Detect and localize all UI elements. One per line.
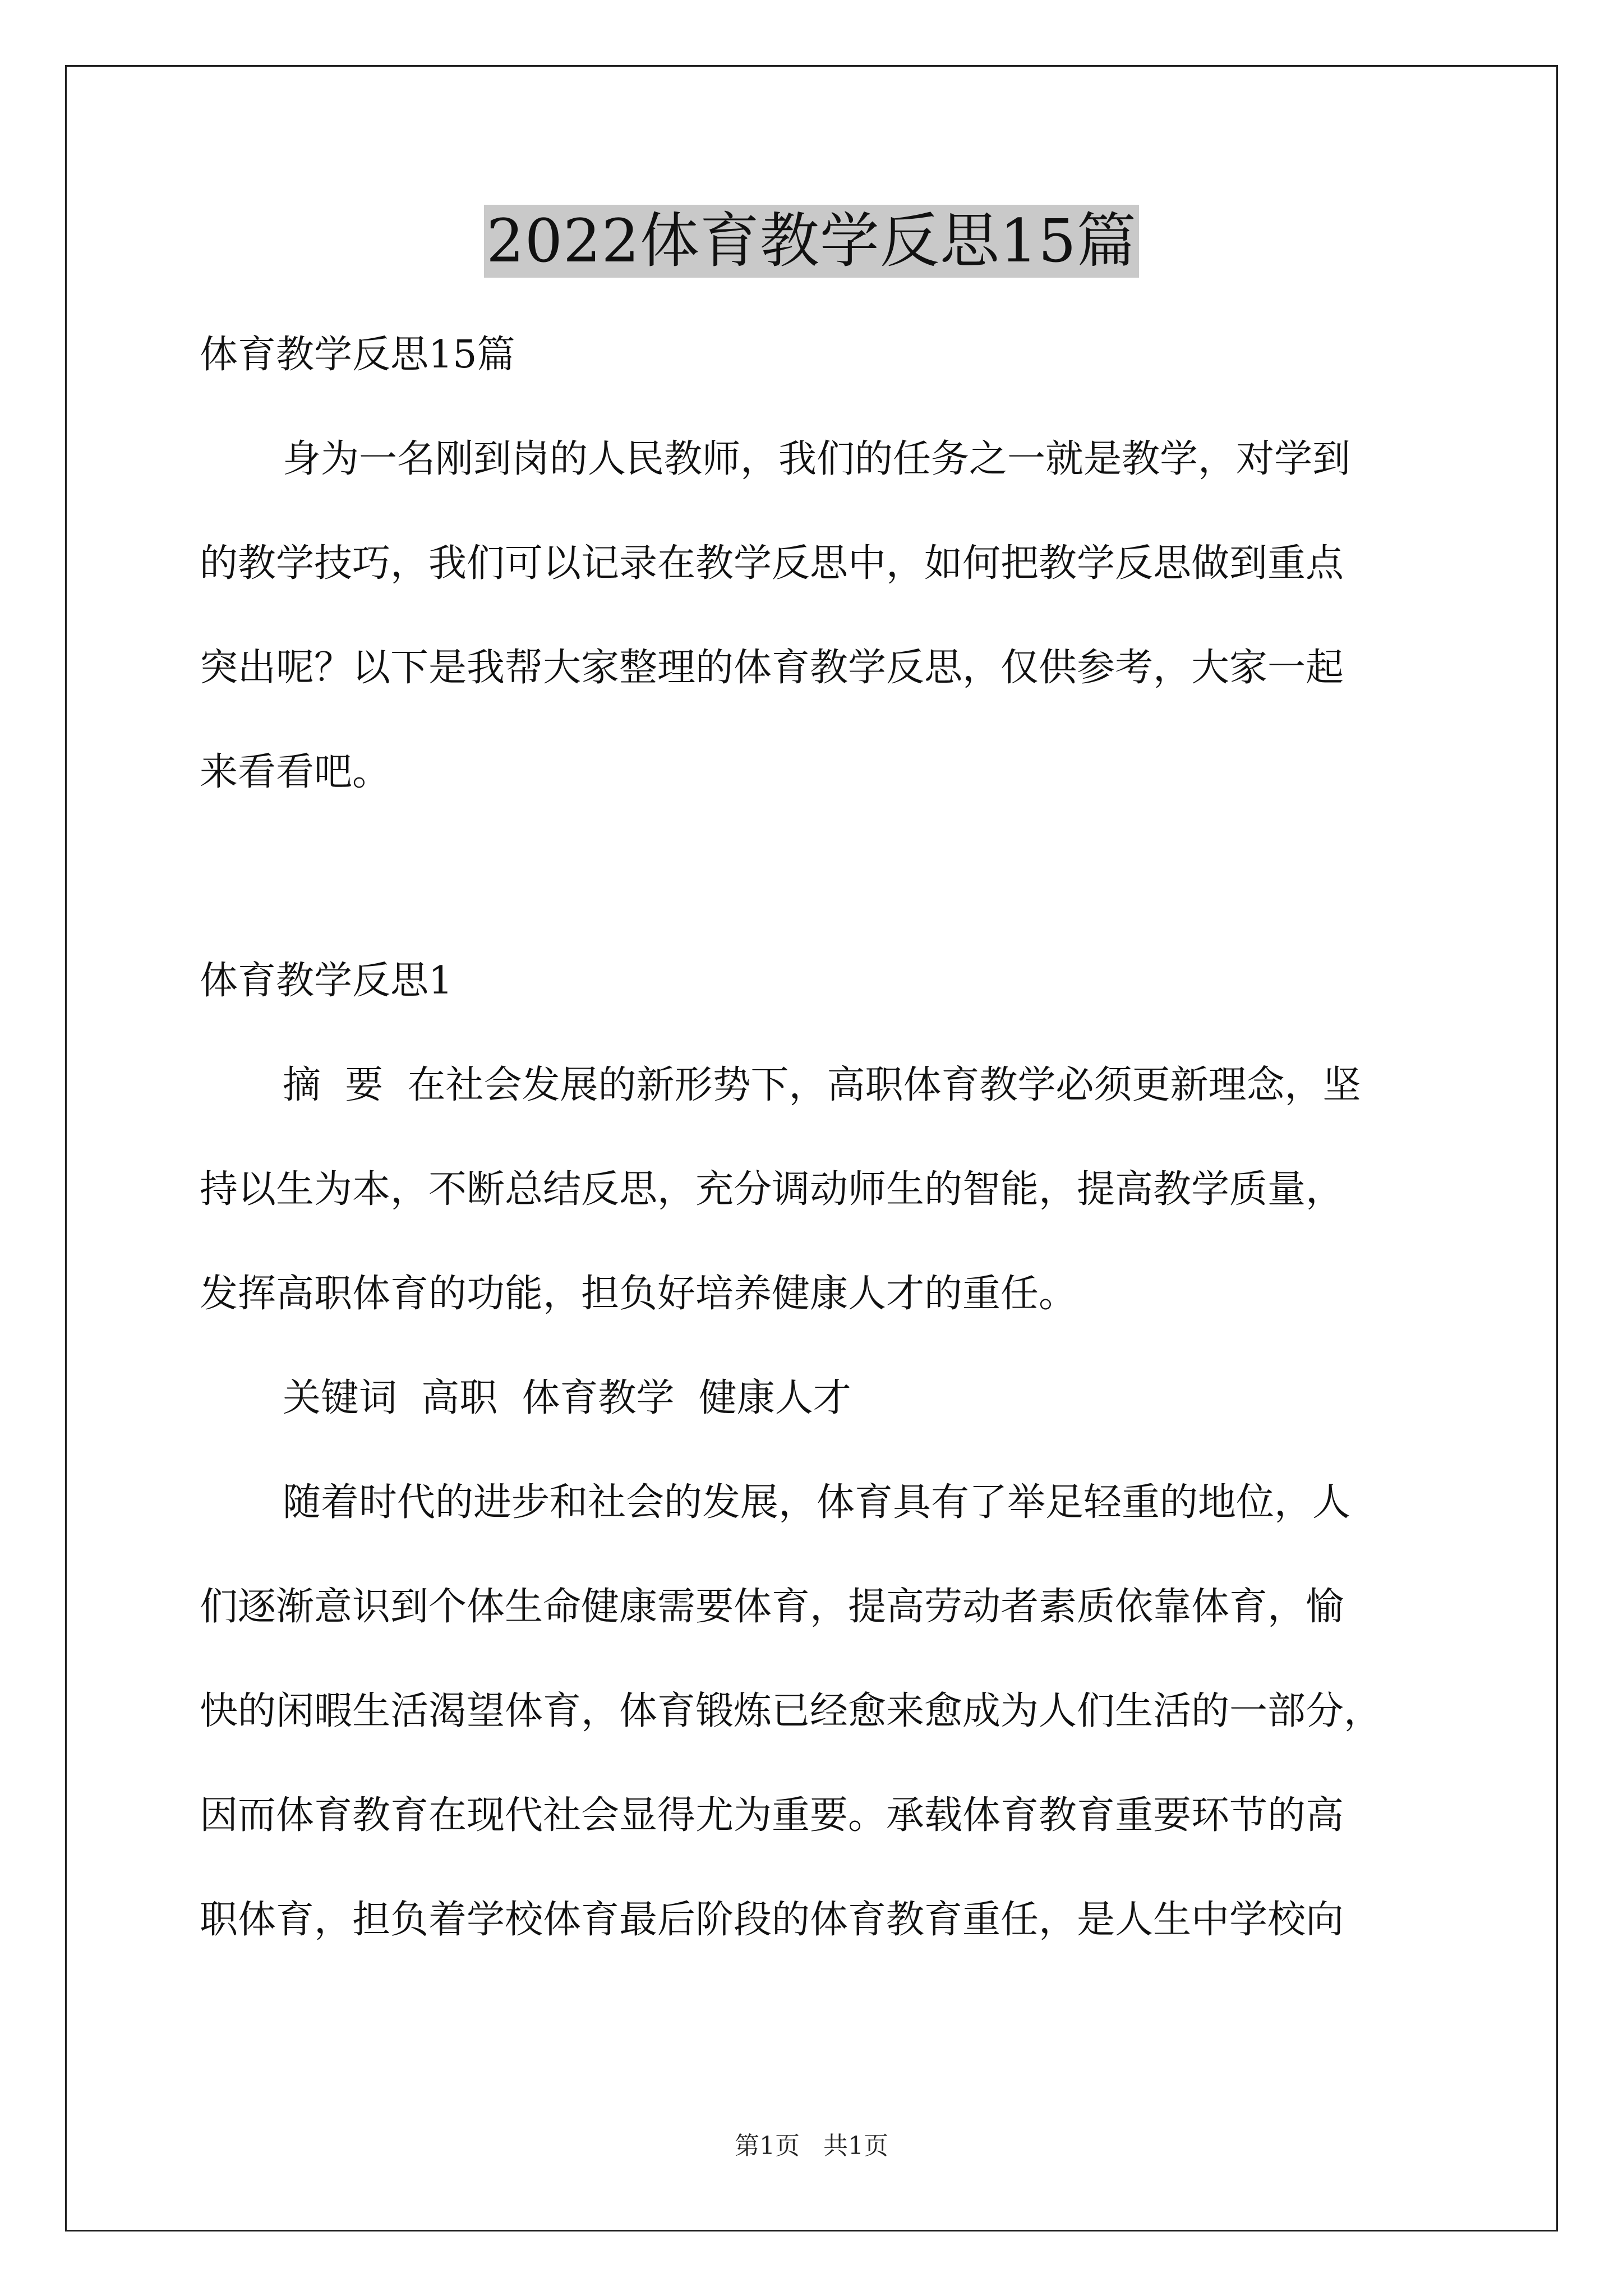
abstract-line: 摘 要 在社会发展的新形势下，高职体育教学必须更新理念，坚 [283,1063,1361,1107]
title-container [0,205,1623,278]
intro-line: 突出呢？以下是我帮大家整理的体育教学反思，仅供参考，大家一起 [200,646,1344,690]
intro-line: 身为一名刚到岗的人民教师，我们的任务之一就是教学，对学到 [283,437,1351,481]
keywords-line: 关键词 高职 体育教学 健康人才 [283,1376,851,1420]
document-body [200,303,1433,1972]
body-line: 们逐渐意识到个体生命健康需要体育，提高劳动者素质依靠体育，愉 [200,1585,1344,1629]
intro-line: 的教学技巧，我们可以记录在教学反思中，如何把教学反思做到重点 [200,541,1344,586]
blank-line [200,825,1433,929]
body-line: 快的闲暇生活渴望体育，体育锻炼已经愈来愈成为人们生活的一部分， [200,1689,1382,1733]
page-total: 共1页 [823,2132,888,2160]
abstract-line: 发挥高职体育的功能，担负好培养健康人才的重任。 [200,1272,1077,1316]
body-line: 职体育，担负着学校体育最后阶段的体育教育重任，是人生中学校向 [200,1898,1344,1942]
intro-line: 来看看吧。 [200,750,391,794]
page-footer [0,2129,1623,2163]
document-subtitle: 体育教学反思15篇 [200,333,515,377]
abstract-line: 持以生为本，不断总结反思，充分调动师生的智能，提高教学质量， [200,1167,1344,1212]
body-line: 随着时代的进步和社会的发展，体育具有了举足轻重的地位，人 [283,1480,1351,1525]
section-heading: 体育教学反思1 [200,959,453,1003]
page-number: 第1页 [735,2132,800,2160]
body-line: 因而体育教育在现代社会显得尤为重要。承载体育教育重要环节的高 [200,1793,1344,1838]
document-title: 2022体育教学反思15篇 [484,205,1139,278]
